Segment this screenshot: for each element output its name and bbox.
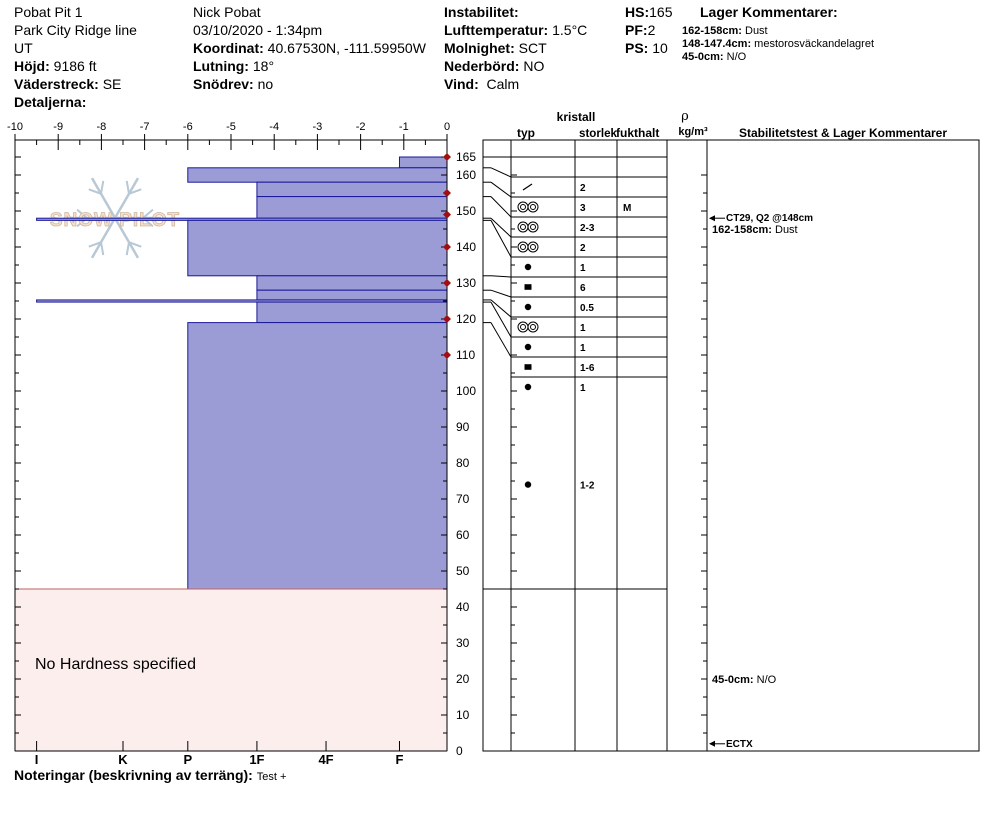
- air-temp-value: 1.5°C: [552, 22, 588, 38]
- watermark-flake-branch: [101, 242, 103, 255]
- x-top-tick-label: -1: [398, 121, 409, 133]
- pf-label: PF:: [625, 22, 648, 38]
- moisture-value: M: [623, 203, 632, 214]
- crystal-dot-icon: [525, 264, 531, 270]
- header-kristall: kristall: [556, 110, 596, 124]
- connector-slant: [491, 182, 511, 197]
- hardness-bar: [399, 157, 447, 168]
- y-tick-label: 100: [456, 384, 477, 398]
- notes: [14, 767, 286, 783]
- layer-comment-range: 162-158cm:: [682, 25, 742, 37]
- hardness-bar: [257, 197, 447, 219]
- y-tick-label: 70: [456, 492, 470, 506]
- notes-label: Noteringar (beskrivning av terräng):: [14, 767, 253, 783]
- stability-comment-range: 162-158cm:: [712, 224, 775, 236]
- hardness-bar: [257, 276, 447, 290]
- stability-comment-value: N/O: [756, 674, 777, 686]
- stability-test-label: CT29, Q2 @148cm: [726, 213, 814, 225]
- connector-slant: [491, 290, 511, 297]
- elevation-label: Höjd:: [14, 58, 50, 74]
- slope-label: Lutning:: [193, 58, 249, 74]
- y-tick-label: 90: [456, 420, 470, 434]
- drift-label: Snödrev:: [193, 76, 254, 92]
- x-bottom-tick-label: P: [183, 752, 193, 767]
- connector-slant: [491, 300, 511, 317]
- crystal-round-icon: [528, 242, 538, 252]
- crystal-round-inner-icon: [531, 225, 536, 230]
- y-tick-label: 80: [456, 456, 470, 470]
- x-bottom-tick-label: 4F: [318, 752, 334, 767]
- pit-name: Pobat Pit 1: [14, 4, 83, 20]
- header-typ: typ: [517, 126, 535, 140]
- x-bottom-tick-label: K: [118, 752, 128, 767]
- crystal-round-inner-icon: [521, 245, 526, 250]
- notes-text: Test +: [256, 771, 287, 783]
- crystal-round-icon: [528, 222, 538, 232]
- air-temp-label: Lufttemperatur:: [444, 22, 549, 38]
- crystal-round-inner-icon: [521, 225, 526, 230]
- crystal-size: 6: [580, 283, 586, 294]
- connector-slant: [491, 220, 511, 257]
- crystal-round-icon: [528, 202, 538, 212]
- crystal-dot-icon: [525, 384, 531, 390]
- coord-value: 40.67530N, -111.59950W: [267, 40, 426, 56]
- watermark-flake-branch: [127, 242, 129, 255]
- arrow-head-icon: [709, 741, 715, 747]
- ps-value: 10: [652, 40, 668, 56]
- precip-value: NO: [523, 58, 545, 74]
- layer-comment-text: N/O: [726, 51, 747, 63]
- y-tick-label: 10: [456, 708, 470, 722]
- header-rho: ρ: [681, 109, 689, 124]
- x-bottom-tick-label: 1F: [249, 752, 265, 767]
- x-top-tick-label: -4: [269, 121, 280, 133]
- crystal-size: 1-2: [580, 480, 595, 492]
- crystal-size: 1: [580, 323, 586, 334]
- crystal-round-icon: [518, 222, 528, 232]
- crystal-size: 2: [580, 243, 586, 254]
- layer-comment-text: mestorosväckandelagret: [754, 38, 875, 50]
- x-top-tick-label: -9: [53, 121, 64, 133]
- crystal-size: 3: [580, 203, 586, 214]
- layer-comment-text: Dust: [745, 25, 768, 37]
- crystal-round-icon: [528, 322, 538, 332]
- hardness-bar: [188, 323, 447, 589]
- crystal-square-icon: [525, 364, 532, 370]
- x-top-tick-label: -6: [182, 121, 193, 133]
- y-tick-label: 160: [456, 168, 477, 182]
- crystal-size: 2: [580, 183, 586, 194]
- crystal-slash-icon: [523, 184, 532, 190]
- y-tick-label: 0: [456, 744, 463, 758]
- header-fukthalt: fukthalt: [616, 126, 660, 140]
- crystal-size: 2-3: [580, 223, 595, 234]
- crystal-size: 1: [580, 343, 586, 354]
- y-tick-label: 165: [456, 150, 477, 164]
- x-top-tick-label: 0: [443, 121, 451, 133]
- y-tick-label: 110: [456, 348, 476, 362]
- crystal-round-icon: [518, 242, 528, 252]
- stability-comment-value: Dust: [775, 224, 798, 236]
- crystal-dot-icon: [525, 304, 531, 310]
- header-comments: Stabilitetstest & Lager Kommentarer: [738, 126, 948, 140]
- slope-value: 18°: [252, 58, 275, 74]
- header-density-unit: kg/m³: [678, 126, 708, 138]
- layer-table: [483, 109, 979, 751]
- hs-value: 165: [649, 4, 673, 20]
- x-top-tick-label: -2: [355, 121, 366, 133]
- connector-slant: [491, 276, 511, 277]
- crystal-round-inner-icon: [521, 325, 526, 330]
- watermark-flake-branch: [127, 181, 129, 194]
- aspect-value: SE: [102, 76, 122, 92]
- precip-label: Nederbörd:: [444, 58, 520, 74]
- aspect-label: Väderstreck:: [14, 76, 99, 92]
- watermark-flake-branch: [101, 181, 103, 194]
- y-tick-label: 150: [456, 204, 477, 218]
- x-top-tick-label: -5: [226, 121, 236, 133]
- y-tick-label: 60: [456, 528, 470, 542]
- state: UT: [14, 40, 33, 56]
- ps-label: PS:: [625, 40, 649, 56]
- pf-value: 2: [647, 22, 656, 38]
- x-top-tick-label: -3: [312, 121, 323, 133]
- y-tick-label: 50: [456, 564, 470, 578]
- connector-slant: [491, 323, 511, 357]
- y-tick-label: 40: [456, 600, 470, 614]
- x-bottom-tick-label: I: [34, 752, 39, 767]
- crystal-round-inner-icon: [531, 325, 536, 330]
- stability-comment: [712, 674, 777, 686]
- crystal-round-inner-icon: [531, 245, 536, 250]
- crystal-size: 1: [580, 383, 586, 394]
- connector-slant: [491, 168, 511, 177]
- stability-test-label: ECTX: [726, 738, 753, 750]
- hs-label: HS:: [625, 4, 650, 20]
- crystal-dot-icon: [525, 344, 531, 350]
- connector-slant: [491, 302, 511, 337]
- y-tick-label: 20: [456, 672, 470, 686]
- x-bottom-tick-label: F: [395, 752, 404, 767]
- crystal-size: 1: [580, 263, 586, 274]
- crystal-square-icon: [525, 284, 532, 290]
- hardness-bar: [257, 182, 447, 196]
- connector-slant: [491, 197, 511, 217]
- y-tick-label: 120: [456, 312, 477, 326]
- layer-comment-range: 148-147.4cm:: [682, 38, 752, 50]
- y-tick-label: 130: [456, 276, 477, 290]
- hardness-bar: [257, 290, 447, 300]
- header-storlek: storlek: [579, 126, 618, 140]
- crystal-round-inner-icon: [531, 205, 536, 210]
- no-hardness-label: No Hardness specified: [35, 656, 196, 673]
- crystal-size: 1-6: [580, 363, 595, 374]
- crystal-round-icon: [518, 322, 528, 332]
- coord-label: Koordinat:: [193, 40, 264, 56]
- details-label: Detaljerna:: [14, 94, 87, 110]
- y-tick-label: 140: [456, 240, 477, 254]
- wind-label: Vind:: [444, 76, 479, 92]
- location: Park City Ridge line: [14, 22, 137, 38]
- sky-label: Molnighet:: [444, 40, 515, 56]
- crystal-round-inner-icon: [521, 205, 526, 210]
- crystal-size: 0.5: [580, 303, 594, 314]
- stability-comment-range: 45-0cm:: [712, 674, 757, 686]
- observer: Nick Pobat: [193, 4, 261, 20]
- elevation-value: 9186 ft: [53, 58, 97, 74]
- arrow-head-icon: [709, 215, 715, 221]
- x-top-tick-label: -10: [7, 121, 23, 133]
- drift-value: no: [257, 76, 274, 92]
- datetime: 03/10/2020 - 1:34pm: [193, 22, 323, 38]
- sky-value: SCT: [518, 40, 547, 56]
- stability-comment: [712, 224, 798, 236]
- crystal-round-icon: [518, 202, 528, 212]
- instability-label: Instabilitet:: [444, 4, 519, 20]
- y-tick-label: 30: [456, 636, 470, 650]
- crystal-dot-icon: [525, 481, 531, 487]
- layer-comment-range: 45-0cm:: [682, 51, 724, 63]
- x-top-tick-label: -8: [96, 121, 107, 133]
- hardness-bar: [188, 220, 447, 275]
- hardness-bar: [188, 168, 447, 182]
- wind-value: Calm: [486, 76, 520, 92]
- connector-slant: [491, 218, 511, 237]
- x-top-tick-label: -7: [139, 121, 150, 133]
- layer-comments-title: Lager Kommentarer:: [700, 4, 838, 20]
- hardness-bar: [257, 302, 447, 323]
